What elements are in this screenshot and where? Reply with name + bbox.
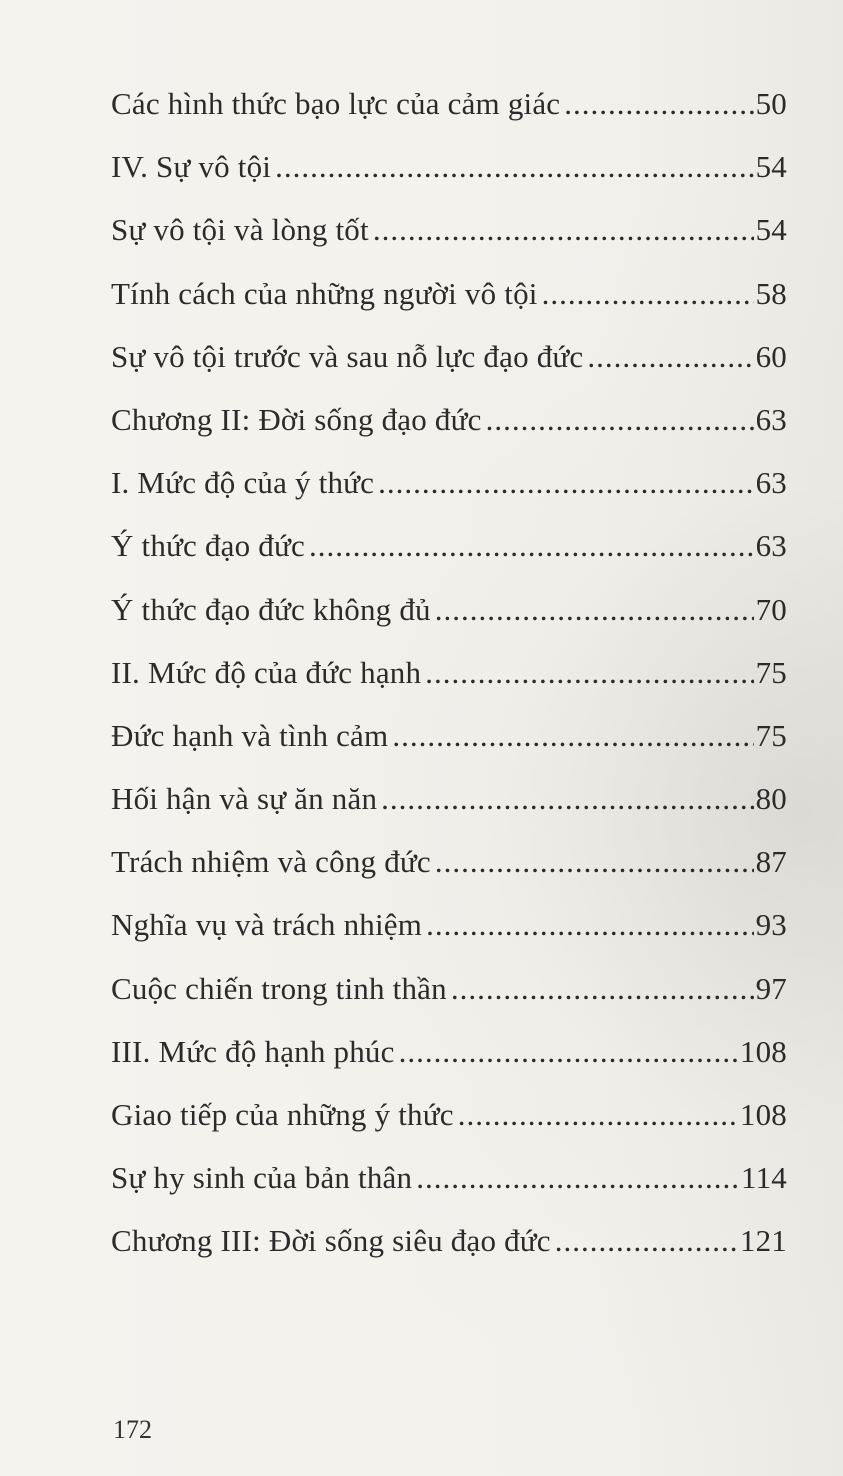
toc-entry-page: 63 — [755, 528, 787, 564]
toc-entry-page: 75 — [755, 717, 787, 753]
toc-entry-page: 87 — [755, 844, 787, 880]
toc-entry — [111, 1146, 787, 1209]
dot-leader — [435, 578, 754, 641]
toc-entry — [111, 704, 787, 767]
toc-entry — [111, 767, 787, 830]
dot-leader — [458, 1083, 738, 1146]
dot-leader — [309, 514, 754, 577]
toc-entry — [111, 388, 787, 451]
toc-entry-page: 108 — [739, 1033, 787, 1069]
toc-entry-title: Ý thức đạo đức không đủ — [111, 591, 431, 627]
toc-entry — [111, 578, 787, 641]
dot-leader — [451, 957, 754, 1020]
dot-leader — [435, 830, 754, 893]
toc-entry-page: 80 — [755, 781, 787, 817]
dot-leader — [373, 198, 754, 261]
toc-entry — [111, 135, 787, 198]
toc-entry-title: Tính cách của những người vô tội — [111, 275, 538, 311]
toc-entry — [111, 641, 787, 704]
toc-entry — [111, 514, 787, 577]
table-of-contents — [111, 72, 787, 1273]
dot-leader — [587, 325, 753, 388]
dot-leader — [425, 641, 753, 704]
toc-entry-page: 54 — [755, 212, 787, 248]
toc-entry-page: 60 — [755, 338, 787, 374]
toc-entry — [111, 198, 787, 261]
dot-leader — [542, 262, 754, 325]
toc-entry-title: Nghĩa vụ và trách nhiệm — [111, 907, 423, 943]
toc-entry-page: 70 — [755, 591, 787, 627]
toc-entry-title: III. Mức độ hạnh phúc — [111, 1033, 395, 1069]
toc-entry — [111, 451, 787, 514]
toc-entry-title: Sự vô tội và lòng tốt — [111, 212, 369, 248]
toc-entry — [111, 72, 787, 135]
dot-leader — [416, 1146, 739, 1209]
toc-entry-page: 97 — [755, 970, 787, 1006]
toc-entry-title: Chương II: Đời sống đạo đức — [111, 401, 482, 437]
toc-entry-page: 54 — [755, 149, 787, 185]
dot-leader — [399, 1020, 738, 1083]
dot-leader — [426, 893, 754, 956]
toc-entry-title: Chương III: Đời sống siêu đạo đức — [111, 1223, 551, 1259]
toc-entry-page: 63 — [755, 401, 787, 437]
dot-leader — [392, 704, 753, 767]
toc-entry-title: Sự hy sinh của bản thân — [111, 1160, 413, 1196]
toc-entry — [111, 893, 787, 956]
toc-entry — [111, 1083, 787, 1146]
toc-entry-page: 75 — [755, 654, 787, 690]
toc-entry-page: 121 — [739, 1223, 787, 1259]
dot-leader — [378, 451, 753, 514]
toc-entry — [111, 262, 787, 325]
dot-leader — [275, 135, 754, 198]
toc-entry-title: Ý thức đạo đức — [111, 528, 305, 564]
toc-entry — [111, 830, 787, 893]
dot-leader — [381, 767, 753, 830]
toc-entry-title: II. Mức độ của đức hạnh — [111, 654, 422, 690]
toc-entry — [111, 1209, 787, 1272]
toc-entry-title: Giao tiếp của những ý thức — [111, 1097, 454, 1132]
toc-entry-title: Sự vô tội trước và sau nỗ lực đạo đức — [111, 338, 584, 374]
toc-entry — [111, 1020, 787, 1083]
page-number: 172 — [113, 1415, 152, 1444]
toc-entry-title: I. Mức độ của ý thức — [111, 465, 375, 501]
toc-entry-page: 63 — [755, 465, 787, 501]
toc-entry-page: 114 — [741, 1160, 787, 1196]
toc-entry-page: 50 — [755, 86, 787, 121]
toc-entry-page: 58 — [755, 275, 787, 311]
toc-entry-title: Trách nhiệm và công đức — [111, 844, 431, 880]
toc-entry — [111, 325, 787, 388]
toc-entry-title: Hối hận và sự ăn năn — [111, 781, 378, 817]
toc-entry-title: Đức hạnh và tình cảm — [111, 717, 389, 753]
dot-leader — [486, 388, 754, 451]
toc-entry-title: IV. Sự vô tội — [111, 149, 272, 185]
toc-entry-title: Các hình thức bạo lực của cảm giác — [111, 86, 561, 121]
toc-entry-page: 108 — [739, 1097, 787, 1132]
toc-entry-title: Cuộc chiến trong tinh thần — [111, 970, 447, 1006]
dot-leader — [564, 72, 753, 135]
toc-entry — [111, 957, 787, 1020]
dot-leader — [555, 1209, 738, 1272]
toc-entry-page: 93 — [755, 907, 787, 943]
